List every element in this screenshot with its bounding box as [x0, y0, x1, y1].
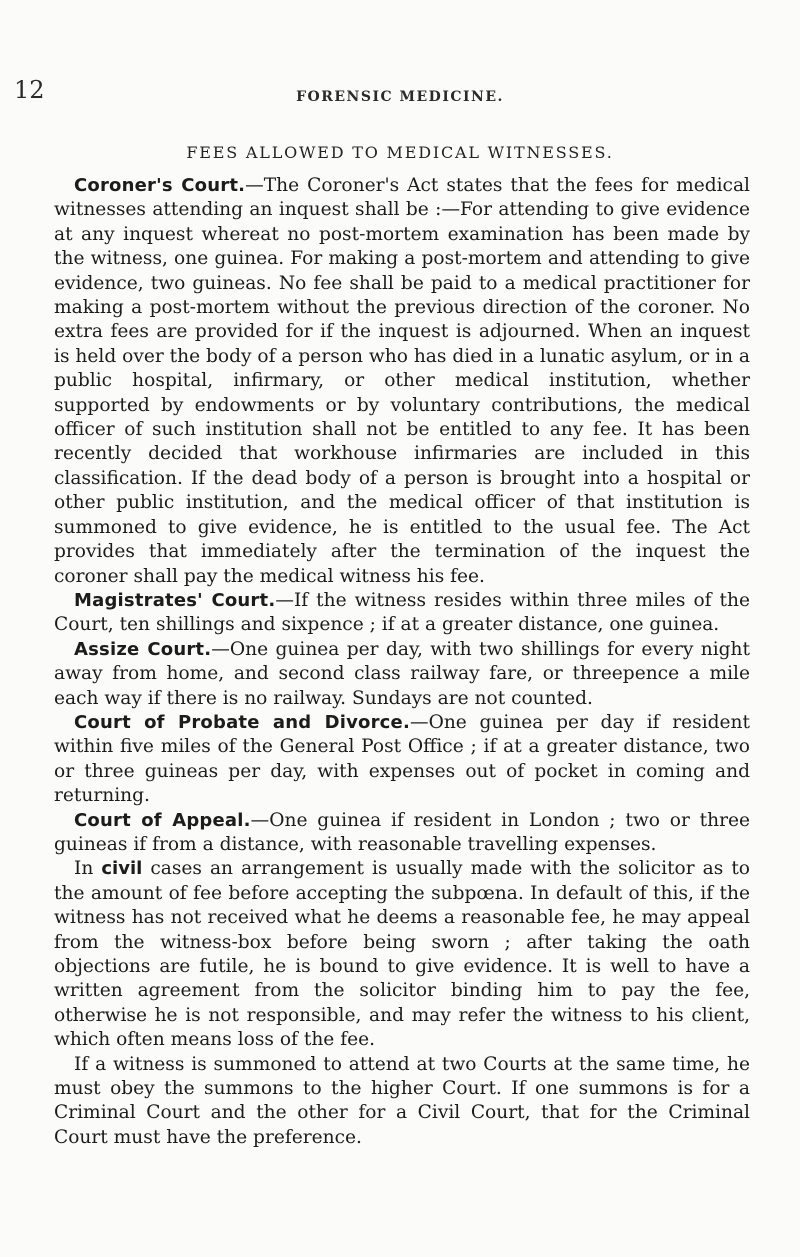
- run-in-heading: Court of Probate and Divorce.: [74, 711, 410, 733]
- paragraph-text: —The Coroner's Act states that the fees for medical witnesses attending an inquest shall be :—For attending to give evidence at any inquest whereat no post-mortem examination has been made by the witness, one guinea. For making a post-mortem and attending to give evidence, two guineas. No fee shall be paid to a medical practitioner for making a post-mortem without the previous direction of the coroner. No extra fees are provided for if the inquest is adjourned. When an inquest is held over the body of a person who has died in a lunatic asylum, or in a public hospital, infirmary, or other medical institution, whether supported by endowments or by voluntary contributions, the medical officer of such institution shall not be entitled to any fee. It has been recently decided that workhouse infirmaries are included in this classification. If the dead body of a person is brought into a hospital or other public institution, and the medical officer of that institution is summoned to give evidence, he is entitled to the usual fee. The Act provides that immediately after the termination of the inquest the coroner shall pay the medical witness his fee.: [54, 175, 750, 587]
- run-in-heading: Court of Appeal.: [74, 809, 251, 831]
- paragraph-lead: In: [74, 858, 102, 880]
- page-number: 12: [14, 76, 45, 104]
- paragraph-text: If a witness is summoned to attend at two Courts at the same time, he must obey the summons to the higher Court. If one summons is for a Criminal Court and the other for a Civil Court, that for the Criminal Court must have the preference.: [54, 1053, 750, 1148]
- paragraph-coroners-court: [54, 174, 750, 589]
- paragraph-court-of-appeal: [54, 809, 750, 858]
- run-in-heading: civil: [101, 858, 143, 880]
- run-in-heading: Assize Court.: [74, 638, 212, 660]
- run-in-heading: Coroner's Court.: [74, 175, 246, 196]
- paragraph-assize-court: [54, 638, 750, 711]
- paragraph-text: —If the witness resides within three miles of the Court, ten shillings and sixpence ; if at a greater distance, one guinea.: [54, 589, 750, 636]
- paragraph-civil-cases: [54, 857, 750, 1052]
- run-in-heading: Magistrates' Court.: [74, 589, 276, 611]
- paragraph-magistrates-court: [54, 589, 750, 638]
- paragraph-text: cases an arrangement is usually made with the solicitor as to the amount of fee before accepting the subpœna. In default of this, if the witness has not received what he deems a reasonable fee, he may appeal from the witness-box before being sworn ; after taking the oath objections are futile, he is bound to give evidence. It is well to have a written agreement from the solicitor binding him to pay the fee, otherwise he is not responsible, and may refer the witness to his client, which often means loss of the fee.: [54, 858, 751, 1051]
- section-title: FEES ALLOWED TO MEDICAL WITNESSES.: [186, 143, 614, 162]
- paragraph-probate-divorce: [54, 711, 750, 809]
- body-text: [54, 174, 750, 1150]
- paragraph-text: —One guinea if resident in London ; two or three guineas if from a distance, with reasonable travelling expenses.: [54, 809, 750, 855]
- paragraph-text: —One guinea per day, with two shillings for every night away from home, and second class railway fare, or threepence a mile each way if there is no railway. Sundays are not counted.: [54, 638, 750, 709]
- running-head: FORENSIC MEDICINE.: [296, 89, 504, 105]
- paragraph-two-courts: [54, 1053, 750, 1151]
- paragraph-text: —One guinea per day if resident within five miles of the General Post Office ; if at a greater distance, two or three guineas per day, with expenses out of pocket in coming and returning.: [54, 711, 750, 807]
